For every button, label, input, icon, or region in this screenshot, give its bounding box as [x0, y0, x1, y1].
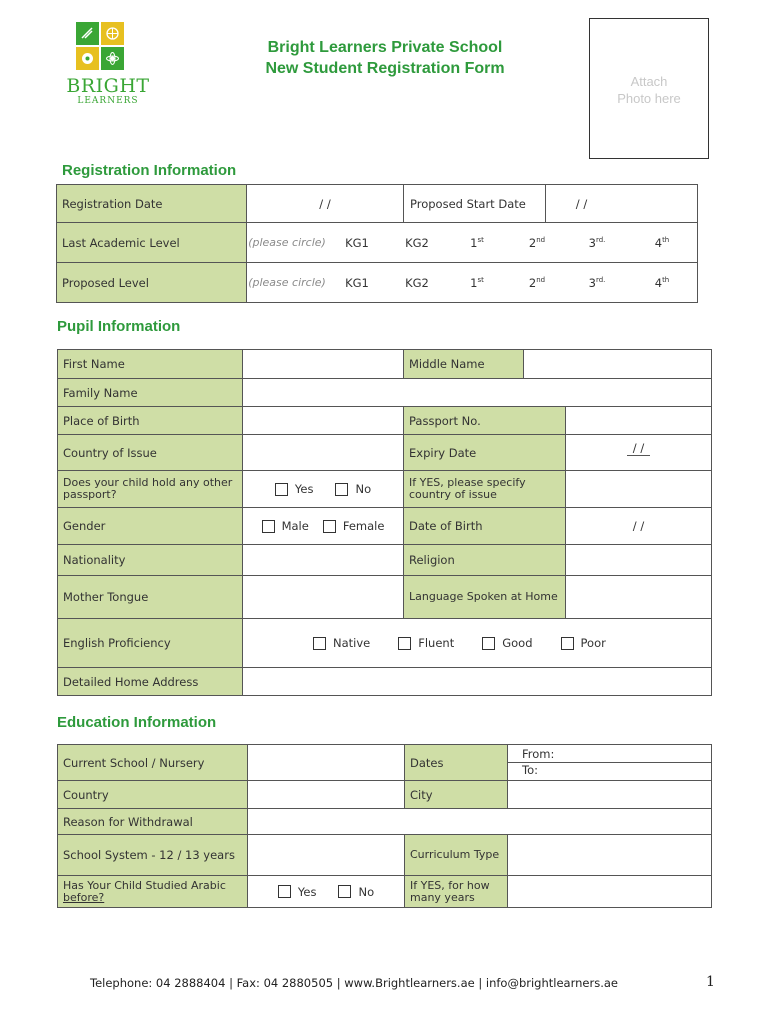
studied-arabic-options	[248, 876, 405, 908]
curriculum-type-label: Curriculum Type	[405, 835, 508, 876]
mother-tongue-field[interactable]	[243, 576, 404, 619]
family-name-field[interactable]	[243, 379, 712, 407]
reason-withdrawal-field[interactable]	[248, 809, 712, 835]
proposed-1st-option[interactable]: 1st	[470, 275, 484, 290]
date-of-birth-field[interactable]	[566, 508, 712, 545]
how-many-years-label: If YES, for how many years	[405, 876, 508, 908]
country-field[interactable]	[248, 781, 405, 809]
proficiency-native[interactable]: Native	[313, 636, 370, 650]
proficiency-poor[interactable]: Poor	[561, 636, 606, 650]
family-name-label: Family Name	[58, 379, 243, 407]
start-date-cell	[404, 185, 698, 223]
home-address-label: Detailed Home Address	[58, 668, 243, 696]
registration-table	[56, 184, 698, 303]
other-passport-yes[interactable]: Yes	[275, 482, 314, 496]
proficiency-fluent[interactable]: Fluent	[398, 636, 454, 650]
registration-heading: Registration Information	[62, 162, 237, 179]
school-system-field[interactable]	[248, 835, 405, 876]
gender-male[interactable]: Male	[262, 519, 309, 533]
title-line-1: Bright Learners Private School	[267, 39, 503, 56]
checkbox-icon[interactable]	[338, 885, 351, 898]
curriculum-type-field[interactable]	[508, 835, 712, 876]
religion-field[interactable]	[566, 545, 712, 576]
how-many-years-field[interactable]	[508, 876, 712, 908]
last-academic-level-options	[247, 223, 698, 263]
school-logo	[58, 22, 158, 112]
other-passport-no[interactable]: No	[335, 482, 371, 496]
proposed-kg2-option[interactable]: KG2	[405, 275, 429, 290]
last-academic-level-label: Last Academic Level	[57, 223, 247, 263]
checkbox-icon[interactable]	[262, 520, 275, 533]
please-circle-note: (please circle)	[248, 276, 326, 289]
dates-to: To:	[522, 763, 538, 777]
expiry-date-label: Expiry Date	[404, 435, 566, 471]
checkbox-icon[interactable]	[275, 483, 288, 496]
country-label: Country	[58, 781, 248, 809]
gender-options	[243, 508, 404, 545]
mother-tongue-label: Mother Tongue	[58, 576, 243, 619]
nationality-label: Nationality	[58, 545, 243, 576]
studied-arabic-label: Has Your Child Studied Arabic before?	[58, 876, 248, 908]
dates-from: From:	[508, 747, 711, 763]
logo-text: BRIGHT	[66, 75, 150, 97]
other-passport-options	[243, 471, 404, 508]
school-system-label: School System - 12 / 13 years	[58, 835, 248, 876]
attach-photo-box[interactable]	[589, 18, 709, 159]
first-name-field[interactable]	[243, 350, 404, 379]
studied-arabic-yes[interactable]: Yes	[278, 885, 317, 899]
proposed-2nd-option[interactable]: 2nd	[528, 275, 546, 290]
page-title	[220, 37, 550, 79]
dates-field[interactable]	[508, 745, 712, 781]
if-yes-country-label: If YES, please specify country of issue	[404, 471, 566, 508]
proposed-4th-option[interactable]: 4th	[654, 275, 670, 290]
checkbox-icon[interactable]	[482, 637, 495, 650]
checkbox-icon[interactable]	[335, 483, 348, 496]
education-heading: Education Information	[57, 714, 217, 731]
checkbox-icon[interactable]	[278, 885, 291, 898]
title-line-2: New Student Registration Form	[265, 60, 505, 77]
attach-photo-line-1: Attach	[630, 74, 668, 89]
pupil-table	[57, 349, 712, 696]
place-of-birth-field[interactable]	[243, 407, 404, 435]
education-table	[57, 744, 712, 908]
logo-puzzle-icon	[76, 22, 136, 72]
checkbox-icon[interactable]	[323, 520, 336, 533]
attach-photo-line-2: Photo here	[617, 91, 681, 106]
proposed-level-options	[247, 263, 698, 303]
level-3rd-option[interactable]: $3^{rd.}$	[588, 235, 606, 250]
language-home-field[interactable]	[566, 576, 712, 619]
level-1st-option[interactable]: 1st	[470, 235, 484, 250]
city-label: City	[405, 781, 508, 809]
expiry-date-field[interactable]	[566, 435, 712, 471]
religion-label: Religion	[404, 545, 566, 576]
passport-no-field[interactable]	[566, 407, 712, 435]
checkbox-icon[interactable]	[313, 637, 326, 650]
registration-date-field[interactable]	[247, 185, 404, 223]
other-passport-label: Does your child hold any other passport?	[58, 471, 243, 508]
reason-withdrawal-label: Reason for Withdrawal	[58, 809, 248, 835]
nationality-field[interactable]	[243, 545, 404, 576]
passport-no-label: Passport No.	[404, 407, 566, 435]
city-field[interactable]	[508, 781, 712, 809]
level-kg1-option[interactable]: KG1	[345, 235, 369, 250]
proposed-level-label: Proposed Level	[57, 263, 247, 303]
middle-name-cell	[404, 350, 712, 379]
if-yes-country-field[interactable]	[566, 471, 712, 508]
registration-date-value: / /	[319, 196, 331, 211]
proposed-start-date-value: / /	[575, 196, 588, 211]
middle-name-field[interactable]	[524, 350, 711, 378]
level-4th-option[interactable]: 4th	[654, 235, 670, 250]
proposed-start-date-field[interactable]	[546, 185, 697, 222]
first-name-label: First Name	[58, 350, 243, 379]
proposed-kg1-option[interactable]: KG1	[345, 275, 369, 290]
page-number: 1	[706, 974, 715, 990]
expiry-date-value: / /	[627, 441, 650, 456]
place-of-birth-label: Place of Birth	[58, 407, 243, 435]
middle-name-label: Middle Name	[404, 350, 524, 378]
country-of-issue-field[interactable]	[243, 435, 404, 471]
country-of-issue-label: Country of Issue	[58, 435, 243, 471]
date-of-birth-value: / /	[632, 519, 645, 533]
proposed-3rd-option[interactable]: $3^{rd.}$	[588, 275, 606, 290]
checkbox-icon[interactable]	[398, 637, 411, 650]
english-proficiency-label: English Proficiency	[58, 619, 243, 668]
please-circle-note: (please circle)	[248, 236, 326, 249]
english-proficiency-options	[243, 619, 712, 668]
registration-date-label: Registration Date	[57, 185, 247, 223]
footer-contact: Telephone: 04 2888404 | Fax: 04 2880505 | www.Brightlearners.ae | info@brightlearners.ae	[90, 976, 618, 990]
proficiency-good[interactable]: Good	[482, 636, 532, 650]
level-kg2-option[interactable]: KG2	[405, 235, 429, 250]
current-school-field[interactable]	[248, 745, 405, 781]
studied-arabic-no[interactable]: No	[338, 885, 374, 899]
checkbox-icon[interactable]	[561, 637, 574, 650]
gender-label: Gender	[58, 508, 243, 545]
logo-subtext: LEARNERS	[77, 96, 139, 106]
language-home-label: Language Spoken at Home	[404, 576, 566, 619]
date-of-birth-label: Date of Birth	[404, 508, 566, 545]
level-2nd-option[interactable]: 2nd	[528, 235, 546, 250]
pupil-heading: Pupil Information	[57, 318, 181, 335]
dates-label: Dates	[405, 745, 508, 781]
home-address-field[interactable]	[243, 668, 712, 696]
attach-photo-text	[590, 73, 708, 107]
gender-female[interactable]: Female	[323, 519, 385, 533]
proposed-start-date-label: Proposed Start Date	[404, 185, 546, 222]
current-school-label: Current School / Nursery	[58, 745, 248, 781]
